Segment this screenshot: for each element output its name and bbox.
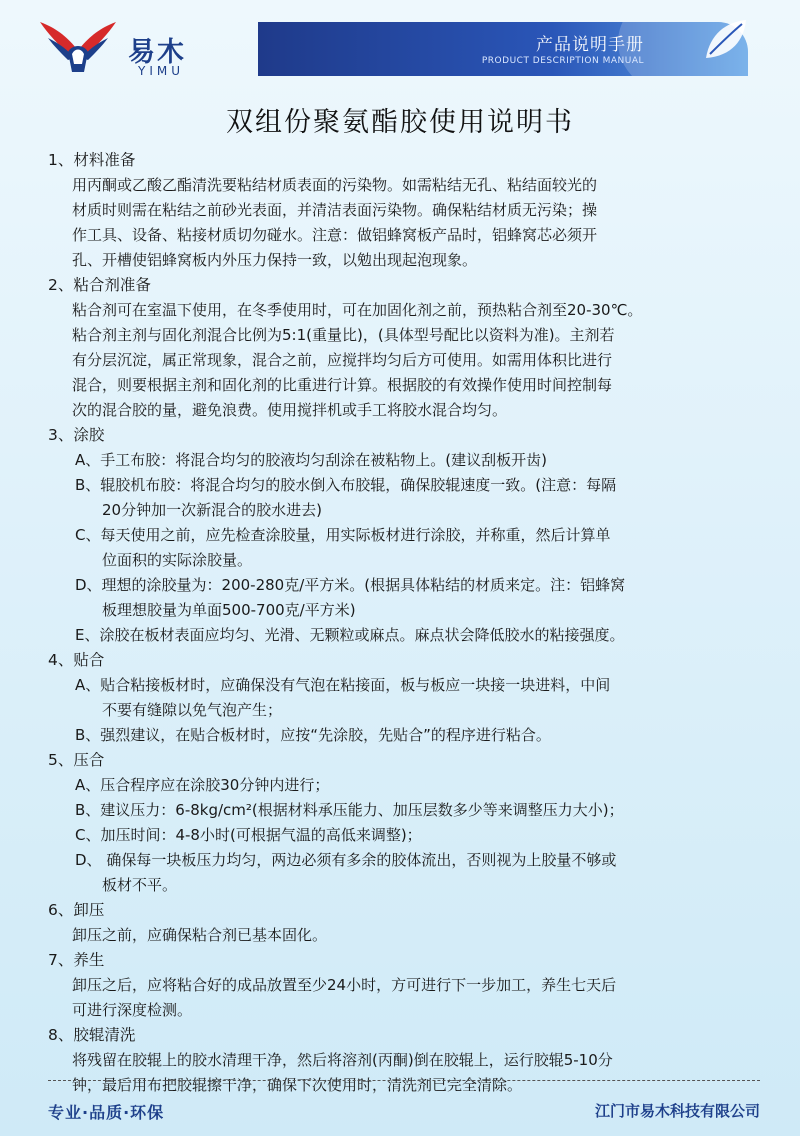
- body-line: 可进行深度检测。: [72, 1001, 193, 1019]
- item-line: C、每天使用之前，应先检查涂胶量，用实际板材进行涂胶，并称重，然后计算单: [75, 526, 611, 544]
- header-banner: [258, 22, 748, 76]
- list-item: [48, 673, 768, 723]
- section-heading: 4、贴合: [48, 651, 105, 669]
- body-line: 材质时则需在粘结之前砂光表面，并清洁表面污染物。确保粘结材质无污染；操: [72, 201, 598, 219]
- body-line: 卸压之前，应确保粘合剂已基本固化。: [72, 926, 328, 944]
- footer-company: 江门市易木科技有限公司: [594, 1102, 760, 1120]
- body-line: 混合，则要根据主剂和固化剂的比重进行计算。根据胶的有效操作使用时间控制每: [72, 376, 613, 394]
- body-line: 钟，最后用布把胶辊擦干净，确保下次使用时，清洗剂已完全清除。: [72, 1076, 523, 1094]
- footer-slogan: 专业·品质·环保: [48, 1103, 165, 1122]
- section-heading: 6、卸压: [48, 901, 105, 919]
- document-title: 双组份聚氨酯胶使用说明书: [226, 107, 574, 138]
- body-line: 用丙酮或乙酸乙酯清洗要粘结材质表面的污染物。如需粘结无孔、粘结面较光的: [72, 176, 598, 194]
- body-line: 卸压之后，应将粘合好的成品放置至少24小时，方可进行下一步加工，养生七天后: [72, 976, 617, 994]
- list-item: [48, 848, 768, 898]
- list-item: [48, 473, 768, 523]
- brand-name-en: YIMU: [138, 64, 185, 78]
- leaf-icon: [700, 14, 750, 64]
- section-heading: 5、压合: [48, 751, 105, 769]
- list-item: [48, 723, 768, 748]
- item-line: C、加压时间：4-8小时(可根据气温的高低来调整)；: [75, 826, 422, 844]
- item-line: 位面积的实际涂胶量。: [102, 551, 253, 569]
- body-line: 次的混合胶的量，避免浪费。使用搅拌机或手工将胶水混合均匀。: [72, 401, 508, 419]
- list-item: [48, 523, 768, 573]
- section-body: [48, 973, 768, 1023]
- footer-divider: [48, 1080, 760, 1081]
- section-body: [48, 1048, 768, 1098]
- item-line: D、理想的涂胶量为：200-280克/平方米。(根据具体粘结的材质来定。注：铝蜂窝: [75, 576, 626, 594]
- banner-title-en: PRODUCT DESCRIPTION MANUAL: [481, 56, 644, 66]
- item-line: 不要有缝隙以免气泡产生；: [102, 701, 283, 719]
- brand-name-cn: 易木: [128, 37, 186, 68]
- item-line: B、建议压力：6-8kg/cm²(根据材料承压能力、加压层数多少等来调整压力大小)；: [75, 801, 624, 819]
- section-heading: 1、材料准备: [48, 151, 136, 169]
- list-item: [48, 823, 768, 848]
- section-body: [48, 923, 768, 948]
- list-item: [48, 798, 768, 823]
- section-heading: 8、胶辊清洗: [48, 1026, 136, 1044]
- section-body: [48, 298, 768, 423]
- item-line: B、辊胶机布胶：将混合均匀的胶水倒入布胶辊，确保胶辊速度一致。(注意：每隔: [75, 476, 617, 494]
- body-line: 将残留在胶辊上的胶水清理干净，然后将溶剂(丙酮)倒在胶辊上，运行胶辊5-10分: [72, 1051, 613, 1069]
- item-line: E、涂胶在板材表面应均匀、光滑、无颗粒或麻点。麻点状会降低胶水的粘接强度。: [75, 626, 625, 644]
- brand-logo: [38, 14, 188, 80]
- body-line: 粘合剂主剂与固化剂混合比例为5:1(重量比)，(具体型号配比以资料为准)。主剂若: [72, 326, 615, 344]
- body-line: 有分层沉淀，属正常现象，混合之前，应搅拌均匀后方可使用。如需用体积比进行: [72, 351, 613, 369]
- section-body: [48, 173, 768, 273]
- item-line: 20分钟加一次新混合的胶水进去): [102, 501, 322, 519]
- item-line: 板材不平。: [102, 876, 178, 894]
- section-heading: 2、粘合剂准备: [48, 276, 151, 294]
- item-line: D、 确保每一块板压力均匀，两边必须有多余的胶体流出，否则视为上胶量不够或: [75, 851, 617, 869]
- section-heading: 7、养生: [48, 951, 105, 969]
- item-line: A、贴合粘接板材时，应确保没有气泡在粘接面，板与板应一块接一块进料，中间: [75, 676, 611, 694]
- manual-content: [48, 148, 768, 1098]
- section-heading: 3、涂胶: [48, 426, 105, 444]
- item-line: A、压合程序应在涂胶30分钟内进行；: [75, 776, 330, 794]
- banner-title-cn: 产品说明手册: [536, 35, 644, 55]
- list-item: [48, 448, 768, 473]
- body-line: 作工具、设备、粘接材质切勿碰水。注意：做铝蜂窝板产品时，铝蜂窝芯必须开: [72, 226, 598, 244]
- item-line: A、手工布胶：将混合均匀的胶液均匀刮涂在被粘物上。(建议刮板开齿): [75, 451, 547, 469]
- body-line: 粘合剂可在室温下使用，在冬季使用时，可在加固化剂之前，预热粘合剂至20-30℃。: [72, 301, 643, 319]
- eagle-logo-icon: [38, 14, 128, 80]
- page-header: [0, 0, 800, 92]
- list-item: [48, 573, 768, 623]
- list-item: [48, 773, 768, 798]
- item-line: 板理想胶量为单面500-700克/平方米): [102, 601, 356, 619]
- item-line: B、强烈建议，在贴合板材时，应按“先涂胶，先贴合”的程序进行粘合。: [75, 726, 551, 744]
- list-item: [48, 623, 768, 648]
- body-line: 孔、开槽使铝蜂窝板内外压力保持一致，以勉出现起泡现象。: [72, 251, 478, 269]
